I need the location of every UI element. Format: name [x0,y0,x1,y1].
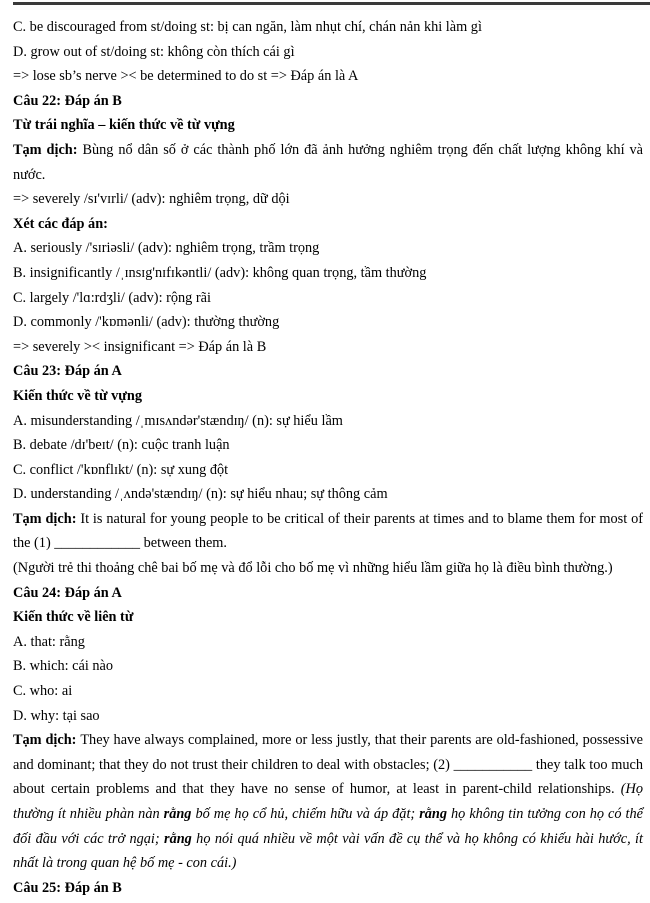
paragraph [13,40,643,65]
text-run: Câu 22: Đáp án B [13,92,122,109]
paragraph [13,138,643,187]
paragraph [13,64,643,89]
paragraph [13,630,643,655]
text-run: Tạm dịch: [13,510,81,527]
text-run: A. seriously /'sɪriəsli/ (adv): nghiêm trọng, trầm trọng [13,240,320,257]
text-run: họ nói quá nhiều về một vài vấn đề cụ thể và họ không có khiếu hài hước, ít nhất là trong quan hệ bố mẹ - con cái.) [13,830,643,872]
paragraph [13,236,643,261]
text-run: Tạm dịch: [13,732,81,749]
paragraph [13,359,643,384]
paragraph [13,458,643,483]
text-run: Bùng nổ dân số ở các thành phố lớn đã ảnh hưởng nghiêm trọng đến chất lượng không khí và nước. [13,141,643,183]
paragraph [13,728,643,876]
text-run: A. that: rằng [13,633,85,650]
text-run: C. largely /'lɑ:rdʒli/ (adv): rộng rãi [13,289,211,306]
paragraph [13,212,643,237]
text-run: => lose sb’s nerve >< be determined to do st => Đáp án là A [13,68,359,85]
text-run: Tạm dịch: [13,141,83,158]
paragraph [13,704,643,729]
paragraph [13,581,643,606]
text-run: Câu 23: Đáp án A [13,363,122,380]
text-run: rằng [163,806,192,822]
text-run: bố mẹ họ cổ hủ, chiếm hữu và áp đặt; [191,806,420,822]
paragraph [13,187,643,212]
text-run: It is natural for young people to be critical of their parents at times and to blame them for most of the (1) ____________ between them. [13,510,643,552]
text-run: C. who: ai [13,683,73,700]
paragraph [13,15,643,40]
text-run: C. be discouraged from st/doing st: bị can ngăn, làm nhụt chí, chán nản khi làm gì [13,19,482,35]
paragraph [13,482,643,507]
paragraph [13,286,643,311]
text-run: Câu 24: Đáp án A [13,584,122,601]
paragraph [13,556,643,581]
text-run: => severely /sɪ'vɪrli/ (adv): nghiêm trọng, dữ dội [13,191,290,208]
paragraph [13,654,643,679]
paragraph [13,310,643,335]
paragraph [13,605,643,630]
text-run: They have always complained, more or less justly, that their parents are old-fashioned, possessive and dominant; that they do not trust their children to deal with obstacles; (2) ___________ they talk too much about certain problems and that they have no sense of humor, at least in parent-child relationships. [13,732,643,798]
paragraph [13,876,643,901]
page-top-border [13,2,650,5]
paragraph [13,384,643,409]
text-run: D. why: tại sao [13,707,100,724]
text-run: Từ trái nghĩa – kiến thức về từ vựng [13,117,235,134]
paragraph [13,89,643,114]
text-run: B. insignificantly /ˌɪnsɪg'nɪfɪkəntli/ (adv): không quan trọng, tầm thường [13,264,427,281]
text-run: C. conflict /'kɒnflɪkt/ (n): sự xung đột [13,461,229,478]
paragraph [13,433,643,458]
paragraph [13,261,643,286]
text-run: Kiến thức về liên từ [13,609,134,626]
text-run: D. grow out of st/doing st: không còn thích cái gì [13,43,295,60]
paragraph [13,113,643,138]
text-run: D. commonly /'kɒmənli/ (adv): thường thường [13,314,280,331]
text-run: Kiến thức về từ vựng [13,387,142,404]
text-run: D. understanding /ˌʌndə'stændɪŋ/ (n): sự hiểu nhau; sự thông cảm [13,486,388,503]
text-run: Xét các đáp án: [13,215,108,232]
text-run: => severely >< insignificant => Đáp án là B [13,338,267,355]
paragraph [13,335,643,360]
text-run: họ không tin tưởng con họ có thể đối đầu với các trở ngại; [13,806,643,847]
paragraph [13,409,643,434]
text-run: rằng [419,806,448,822]
paragraph [13,679,643,704]
paragraph [13,507,643,556]
text-run: (Họ thường ít nhiều phàn nàn [13,781,643,822]
text-run: A. misunderstanding /ˌmɪsʌndər'stændɪŋ/ (n): sự hiểu lầm [13,412,343,429]
text-run: B. debate /dɪ'beɪt/ (n): cuộc tranh luận [13,437,230,454]
text-run: B. which: cái nào [13,658,114,675]
text-run: rằng [164,830,192,847]
text-run: (Người trẻ thi thoảng chê bai bố mẹ và đổ lỗi cho bố mẹ vì những hiểu lầm giữa họ là điều bình thường.) [13,560,613,577]
document-body [13,15,643,900]
text-run: Câu 25: Đáp án B [13,879,122,896]
